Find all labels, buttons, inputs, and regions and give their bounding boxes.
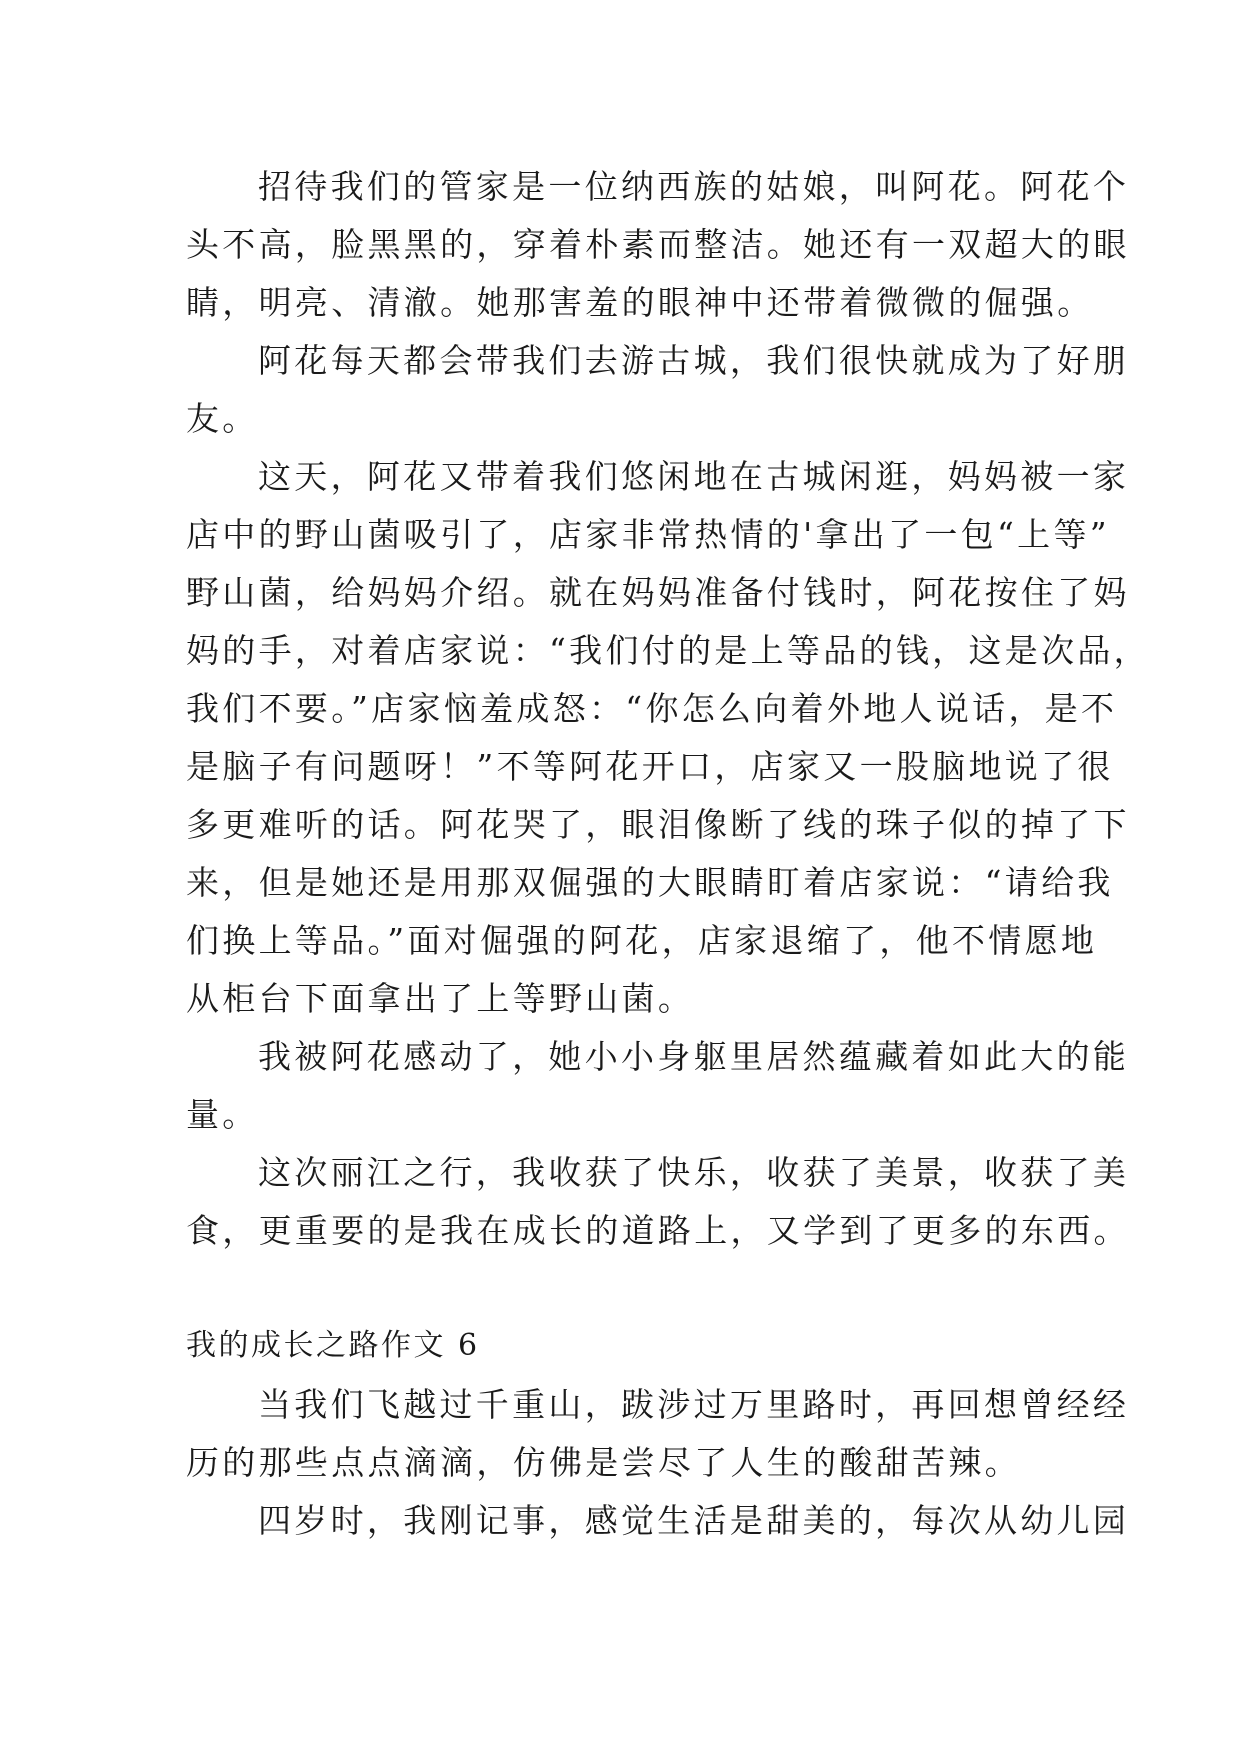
paragraph-line: 睛，明亮、清澈。她那害羞的眼神中还带着微微的倔强。 <box>186 283 1094 322</box>
section-2-body <box>186 1376 1130 1550</box>
paragraph-line: 们换上等品。”面对倔强的阿花，店家退缩了，他不情愿地 <box>186 921 1098 960</box>
paragraph-line: 量。 <box>186 1095 259 1134</box>
paragraph-line: 当我们飞越过千重山，跋涉过万里路时，再回想曾经经 <box>258 1385 1130 1424</box>
paragraph-line: 头不高，脸黑黑的，穿着朴素而整洁。她还有一双超大的眼 <box>186 225 1130 264</box>
paragraph-line: 我们不要。”店家恼羞成怒：“你怎么向着外地人说话，是不 <box>186 689 1118 728</box>
paragraph-line: 食，更重要的是我在成长的道路上，又学到了更多的东西。 <box>186 1211 1130 1250</box>
paragraph-line: 店中的野山菌吸引了，店家非常热情的'拿出了一包“上等” <box>186 515 1110 554</box>
section-1-body <box>186 158 1150 1260</box>
paragraph-line: 四岁时，我刚记事，感觉生活是甜美的，每次从幼儿园 <box>258 1501 1130 1540</box>
paragraph-line: 野山菌，给妈妈介绍。就在妈妈准备付钱时，阿花按住了妈 <box>186 573 1130 612</box>
paragraph-line: 从柜台下面拿出了上等野山菌。 <box>186 979 695 1018</box>
paragraph-line: 是脑子有问题呀！”不等阿花开口，店家又一股脑地说了很 <box>186 747 1114 786</box>
paragraph-line: 这次丽江之行，我收获了快乐，收获了美景，收获了美 <box>258 1153 1130 1192</box>
paragraph-line: 多更难听的话。阿花哭了，眼泪像断了线的珠子似的掉了下 <box>186 805 1130 844</box>
paragraph-line: 我被阿花感动了，她小小身躯里居然蕴藏着如此大的能 <box>258 1037 1130 1076</box>
paragraph-line: 阿花每天都会带我们去游古城，我们很快就成为了好朋 <box>258 341 1130 380</box>
paragraph-line: 招待我们的管家是一位纳西族的姑娘，叫阿花。阿花个 <box>258 167 1130 206</box>
essay-heading: 我的成长之路作文 6 <box>186 1328 480 1363</box>
paragraph-line: 这天，阿花又带着我们悠闲地在古城闲逛，妈妈被一家 <box>258 457 1130 496</box>
paragraph-line: 友。 <box>186 399 259 438</box>
paragraph-line: 来，但是她还是用那双倔强的大眼睛盯着店家说：“请给我 <box>186 863 1114 902</box>
paragraph-line: 历的那些点点滴滴，仿佛是尝尽了人生的酸甜苦辣。 <box>186 1443 1021 1482</box>
paragraph-line: 妈的手，对着店家说：“我们付的是上等品的钱，这是次品， <box>186 631 1150 670</box>
